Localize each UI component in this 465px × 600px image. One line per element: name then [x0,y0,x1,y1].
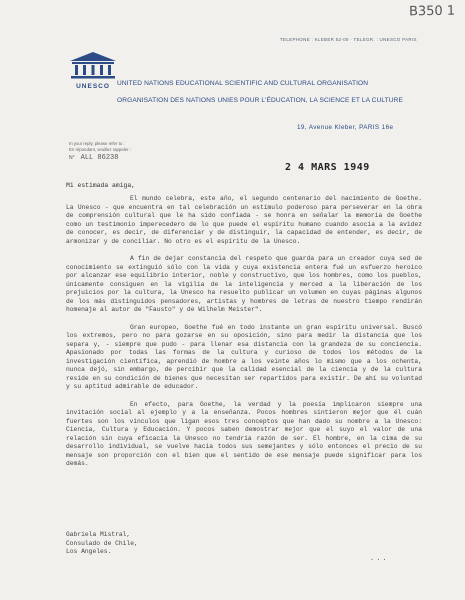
logo-text: UNESCO [76,83,110,90]
org-name-english: UNITED NATIONS EDUCATIONAL SCIENTIFIC AND CULTURAL ORGANISATION [117,80,369,87]
paragraph-3: Gran europeo, Goethe fué en todo instante un gran espíritu universal. Buscó los extremos, pero no para gozarse en su oposición, sino para medir la distancia que los separa y, - siempre que pudo - para llenar esa distancia con la grandeza de su conciencia. Apasionado por todas las formas de la cultura y curioso de todos los métodos de la investigación científica, aprendió de hombre a los veinte años lo mismo que a los ochenta, nunca dejó, sin embargo, de percibir que la calidad esencial de la ciencia y de la cultura reside en su condición de bienes que necesitan ser repartidos para existir. De ahí su voluntad y su aptitud admirable de educador. [66,323,422,390]
salutation: Mi estimada amiga, [66,182,136,189]
address: 19, Avenue Kleber, PARIS 16e [297,124,394,131]
recipient-post: Consulado de Chile, [66,539,138,547]
recipient-city: Los Angeles. [66,548,112,556]
paragraph-1: El mundo celebra, este año, el segundo centenario del nacimiento de Goethe. La Unesco - que encuentra en tal celebración un estímulo poderoso para perseverar en la obra de comprensión cultural que le ha sido confiada - se honra en señalar la memoria de Goethe como un testimonio imperecedero de lo que puede el espíritu humano cuando asocia a la avidez de conocer, es decir, de diferenciar y de distinguir, la capacidad de entender, es decir, de armonizar y de conciliar. No otro es el espíritu de la Unesco. [66,195,422,245]
recipient-name: Gabriela Mistral, [66,531,131,538]
reply-note-english: In your reply, please refer to : [69,141,125,146]
letter-body [66,195,422,478]
reference-number [69,154,118,162]
reply-note-french: En répondant, veuillez rappeler : [69,147,131,152]
date-stamp: 2 4 MARS 1949 [285,162,370,173]
reference-value: ALL 86238 [80,154,119,162]
contact-line: TELEPHONE : KLEBER 52-00 · TELEGR. : UNESCO PARIS [280,37,417,42]
recipient-block [66,531,138,557]
reference-prefix: N° [69,155,75,161]
unesco-temple-logo-icon [68,50,118,80]
org-name-french: ORGANISATION DES NATIONS UNIES POUR L'ÉDUCATION, LA SCIENCE ET LA CULTURE [117,97,404,104]
archive-number: B350 1 [408,3,456,20]
paragraph-4: En efecto, para Goethe, la verdad y la poesía implicaron siempre una invitación social al ejemplo y a la enseñanza. Pocos hombres sintieron mejor que él cuán fuertes son los vínculos que ligan esos tres conceptos que han dado su nombre a la Unesco: Ciencia, Cultura y Educación. Y pocos saben demostrar mejor que el suyo el valor de una relación sin cuya eficacia la Unesco no tendría razón de ser. El hombre, en la cima de su desarrollo individual, se vuelve hacia todos sus semejantes y sólo entonces el precio de su mensaje son proporción con el bien que el sentido de ese mensaje puede significar para los demás. [66,400,422,467]
reply-note [69,141,131,153]
continuation-marker: ... [370,555,389,563]
paragraph-2: A fin de dejar constancia del respeto que guarda para un creador cuya sed de conocimiento se extinguió sólo con la vida y cuya existencia entera fué un esfuerzo heroico por alcanzar ese equilibrio interior, noble y constructivo, que los hombres, como los pueblos, únicamente consiguen en la vigilia de la inteligencia y merced a la liberación de los prejuicios por la cultura, la Unesco ha resuelto publicar un volumen en cuyas páginas algunos de los más distinguidos pensadores, artistas y hombres de letras de nuestro tiempo rendirán homenaje al autor de "Fausto" y de Wilhelm Meister". [66,255,422,313]
